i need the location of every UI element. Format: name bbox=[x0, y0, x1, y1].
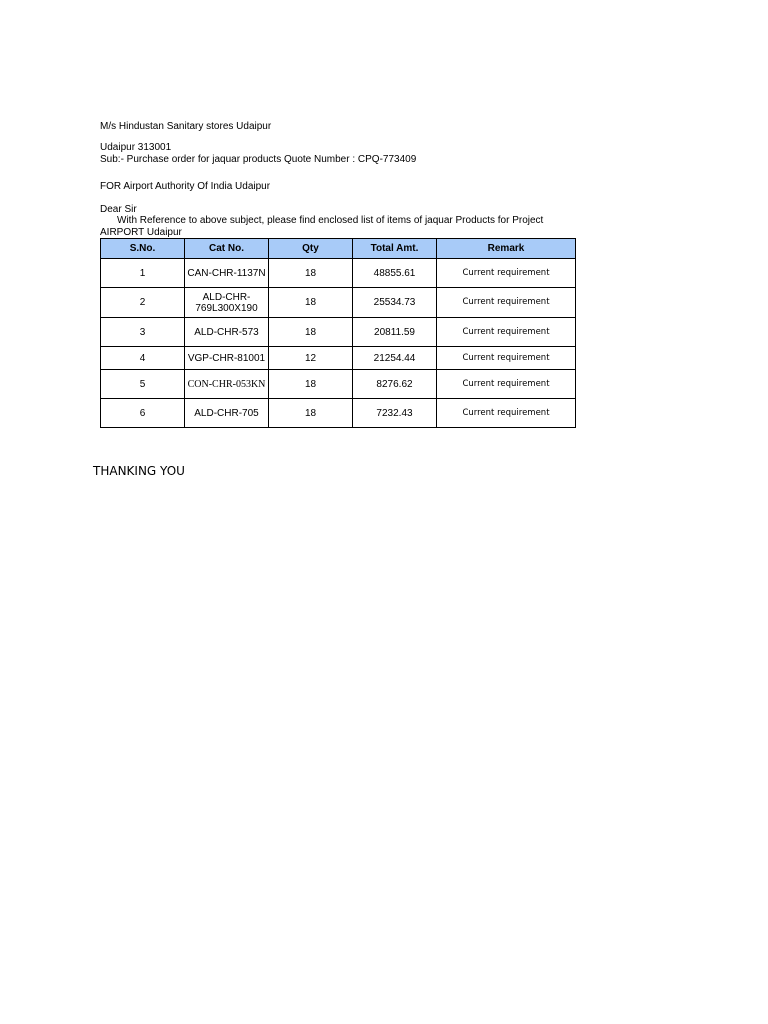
cell-remark: Current requirement bbox=[437, 399, 576, 428]
salutation: Dear Sir bbox=[100, 204, 137, 215]
cell-cat-no: CAN-CHR-1137N bbox=[185, 259, 269, 288]
cell-cat-no: ALD-CHR-769L300X190 bbox=[185, 288, 269, 318]
header-total-amt: Total Amt. bbox=[353, 239, 437, 259]
items-table bbox=[100, 238, 576, 428]
cell-remark: Current requirement bbox=[437, 347, 576, 370]
cell-total-amt: 25534.73 bbox=[353, 288, 437, 318]
cell-sno: 1 bbox=[101, 259, 185, 288]
cell-remark: Current requirement bbox=[437, 370, 576, 399]
addressee-line: M/s Hindustan Sanitary stores Udaipur bbox=[100, 121, 272, 132]
cell-total-amt: 21254.44 bbox=[353, 347, 437, 370]
cell-sno: 4 bbox=[101, 347, 185, 370]
table-row bbox=[101, 399, 576, 428]
table-row bbox=[101, 318, 576, 347]
cell-sno: 6 bbox=[101, 399, 185, 428]
header-remark: Remark bbox=[437, 239, 576, 259]
header-cat-no: Cat No. bbox=[185, 239, 269, 259]
for-line: FOR Airport Authority Of India Udaipur bbox=[100, 181, 271, 192]
cell-sno: 3 bbox=[101, 318, 185, 347]
cell-cat-no: ALD-CHR-573 bbox=[185, 318, 269, 347]
cell-cat-no: VGP-CHR-81001 bbox=[185, 347, 269, 370]
cell-qty: 12 bbox=[269, 347, 353, 370]
cell-remark: Current requirement bbox=[437, 318, 576, 347]
cell-qty: 18 bbox=[269, 399, 353, 428]
cell-remark: Current requirement bbox=[437, 259, 576, 288]
subject-line: Sub:- Purchase order for jaquar products Quote Number : CPQ-773409 bbox=[100, 154, 417, 165]
cell-total-amt: 7232.43 bbox=[353, 399, 437, 428]
cell-sno: 2 bbox=[101, 288, 185, 318]
table-row bbox=[101, 347, 576, 370]
cell-cat-no: CON-CHR-053KN bbox=[185, 370, 269, 399]
cell-qty: 18 bbox=[269, 259, 353, 288]
body-line-2: AIRPORT Udaipur bbox=[100, 227, 182, 238]
cell-cat-no: ALD-CHR-705 bbox=[185, 399, 269, 428]
table-header-row bbox=[101, 239, 576, 259]
table-row bbox=[101, 259, 576, 288]
cell-remark: Current requirement bbox=[437, 288, 576, 318]
cell-total-amt: 8276.62 bbox=[353, 370, 437, 399]
closing-thanks: THANKING YOU bbox=[93, 464, 185, 478]
header-qty: Qty bbox=[269, 239, 353, 259]
cell-qty: 18 bbox=[269, 370, 353, 399]
header-sno: S.No. bbox=[101, 239, 185, 259]
body-line-1: With Reference to above subject, please find enclosed list of items of jaquar Products for Project bbox=[117, 215, 544, 226]
cell-total-amt: 48855.61 bbox=[353, 259, 437, 288]
table-row bbox=[101, 288, 576, 318]
table-row bbox=[101, 370, 576, 399]
city-pin-line: Udaipur 313001 bbox=[100, 142, 172, 153]
cell-total-amt: 20811.59 bbox=[353, 318, 437, 347]
cell-sno: 5 bbox=[101, 370, 185, 399]
cell-qty: 18 bbox=[269, 288, 353, 318]
cell-qty: 18 bbox=[269, 318, 353, 347]
